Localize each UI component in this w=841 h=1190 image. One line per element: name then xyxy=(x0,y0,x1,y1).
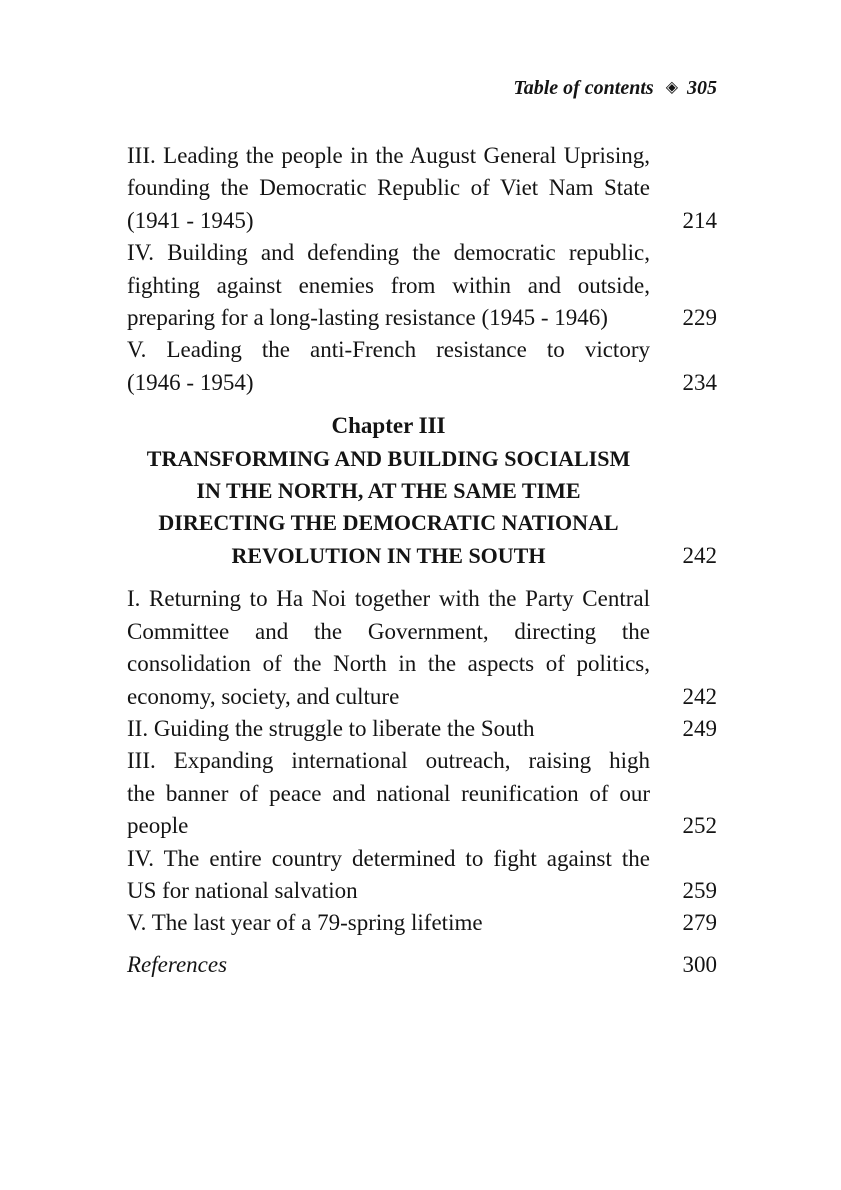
toc-entry-text xyxy=(127,713,650,745)
toc-line: economy, society, and culture xyxy=(127,683,400,709)
chapter-page-number: 242 xyxy=(682,542,717,568)
toc-entry xyxy=(127,907,717,939)
toc-line: consolidation of the North in the aspects of politics, xyxy=(127,651,650,677)
toc-line: III. Leading the people in the August General Uprising, xyxy=(127,143,650,168)
toc-entry-page-number: 252 xyxy=(682,813,717,839)
chapter-heading-text xyxy=(127,410,650,572)
toc-line: the banner of peace and national reunification of our xyxy=(127,780,650,806)
toc-line: preparing for a long-lasting resistance (1945 - 1946) xyxy=(127,305,608,331)
toc-line: US for national salvation xyxy=(127,877,358,903)
toc-entry xyxy=(127,583,717,713)
toc-entry-page-number: 279 xyxy=(682,910,717,936)
toc-entry-text xyxy=(127,907,650,939)
toc-line: founding the Democratic Republic of Viet Nam State xyxy=(127,175,650,201)
toc-line: Committee and the Government, directing the xyxy=(127,618,650,644)
toc-entry-page-number: 249 xyxy=(682,715,717,741)
toc-line: III. Expanding international outreach, raising high xyxy=(127,748,650,774)
toc-line: V. The last year of a 79-spring lifetime xyxy=(127,910,483,936)
toc-entry-references xyxy=(127,949,717,981)
toc-entry-page-number: 242 xyxy=(682,683,717,709)
page-header xyxy=(127,76,717,102)
toc-entry-page-number: 234 xyxy=(682,369,717,395)
toc-entry-text xyxy=(127,237,650,334)
diamond-icon: ◈ xyxy=(665,79,678,96)
chapter-title-line: DIRECTING THE DEMOCRATIC NATIONAL xyxy=(158,510,619,536)
toc-line: (1941 - 1945) xyxy=(127,207,254,233)
toc-entry-text xyxy=(127,745,650,842)
toc-entry-text xyxy=(127,140,650,237)
table-of-contents xyxy=(127,140,717,981)
toc-line: I. Returning to Ha Noi together with the Party Central xyxy=(127,586,650,612)
chapter-title-line: REVOLUTION IN THE SOUTH xyxy=(231,542,546,568)
references-label: References xyxy=(127,951,228,977)
toc-line: people xyxy=(127,813,189,839)
toc-entry-text xyxy=(127,583,650,713)
header-title: Table of contents xyxy=(513,77,654,99)
toc-entry-page-number: 214 xyxy=(682,207,717,233)
header-page-number: 305 xyxy=(687,77,717,99)
toc-line: V. Leading the anti-French resistance to victory xyxy=(127,337,650,363)
toc-entry-page-number: 229 xyxy=(682,305,717,331)
toc-entry-text xyxy=(127,949,650,981)
toc-entry xyxy=(127,334,717,399)
toc-entry-text xyxy=(127,843,650,908)
toc-line: fighting against enemies from within and outside, xyxy=(127,272,650,298)
toc-line: (1946 - 1954) xyxy=(127,369,254,395)
references-page-number: 300 xyxy=(682,951,717,977)
toc-line: IV. The entire country determined to fight against the xyxy=(127,845,650,871)
chapter-label: Chapter III xyxy=(331,413,446,439)
toc-chapter-heading xyxy=(127,410,717,572)
chapter-title-line: TRANSFORMING AND BUILDING SOCIALISM xyxy=(146,445,631,471)
toc-entry xyxy=(127,237,717,334)
toc-entry xyxy=(127,843,717,908)
toc-entry-text xyxy=(127,334,650,399)
toc-entry xyxy=(127,745,717,842)
toc-line: II. Guiding the struggle to liberate the South xyxy=(127,715,535,741)
toc-line: IV. Building and defending the democratic republic, xyxy=(127,240,650,266)
toc-entry-page-number: 259 xyxy=(682,877,717,903)
toc-entry xyxy=(127,140,717,237)
toc-entry xyxy=(127,713,717,745)
chapter-title-line: IN THE NORTH, AT THE SAME TIME xyxy=(196,478,581,504)
